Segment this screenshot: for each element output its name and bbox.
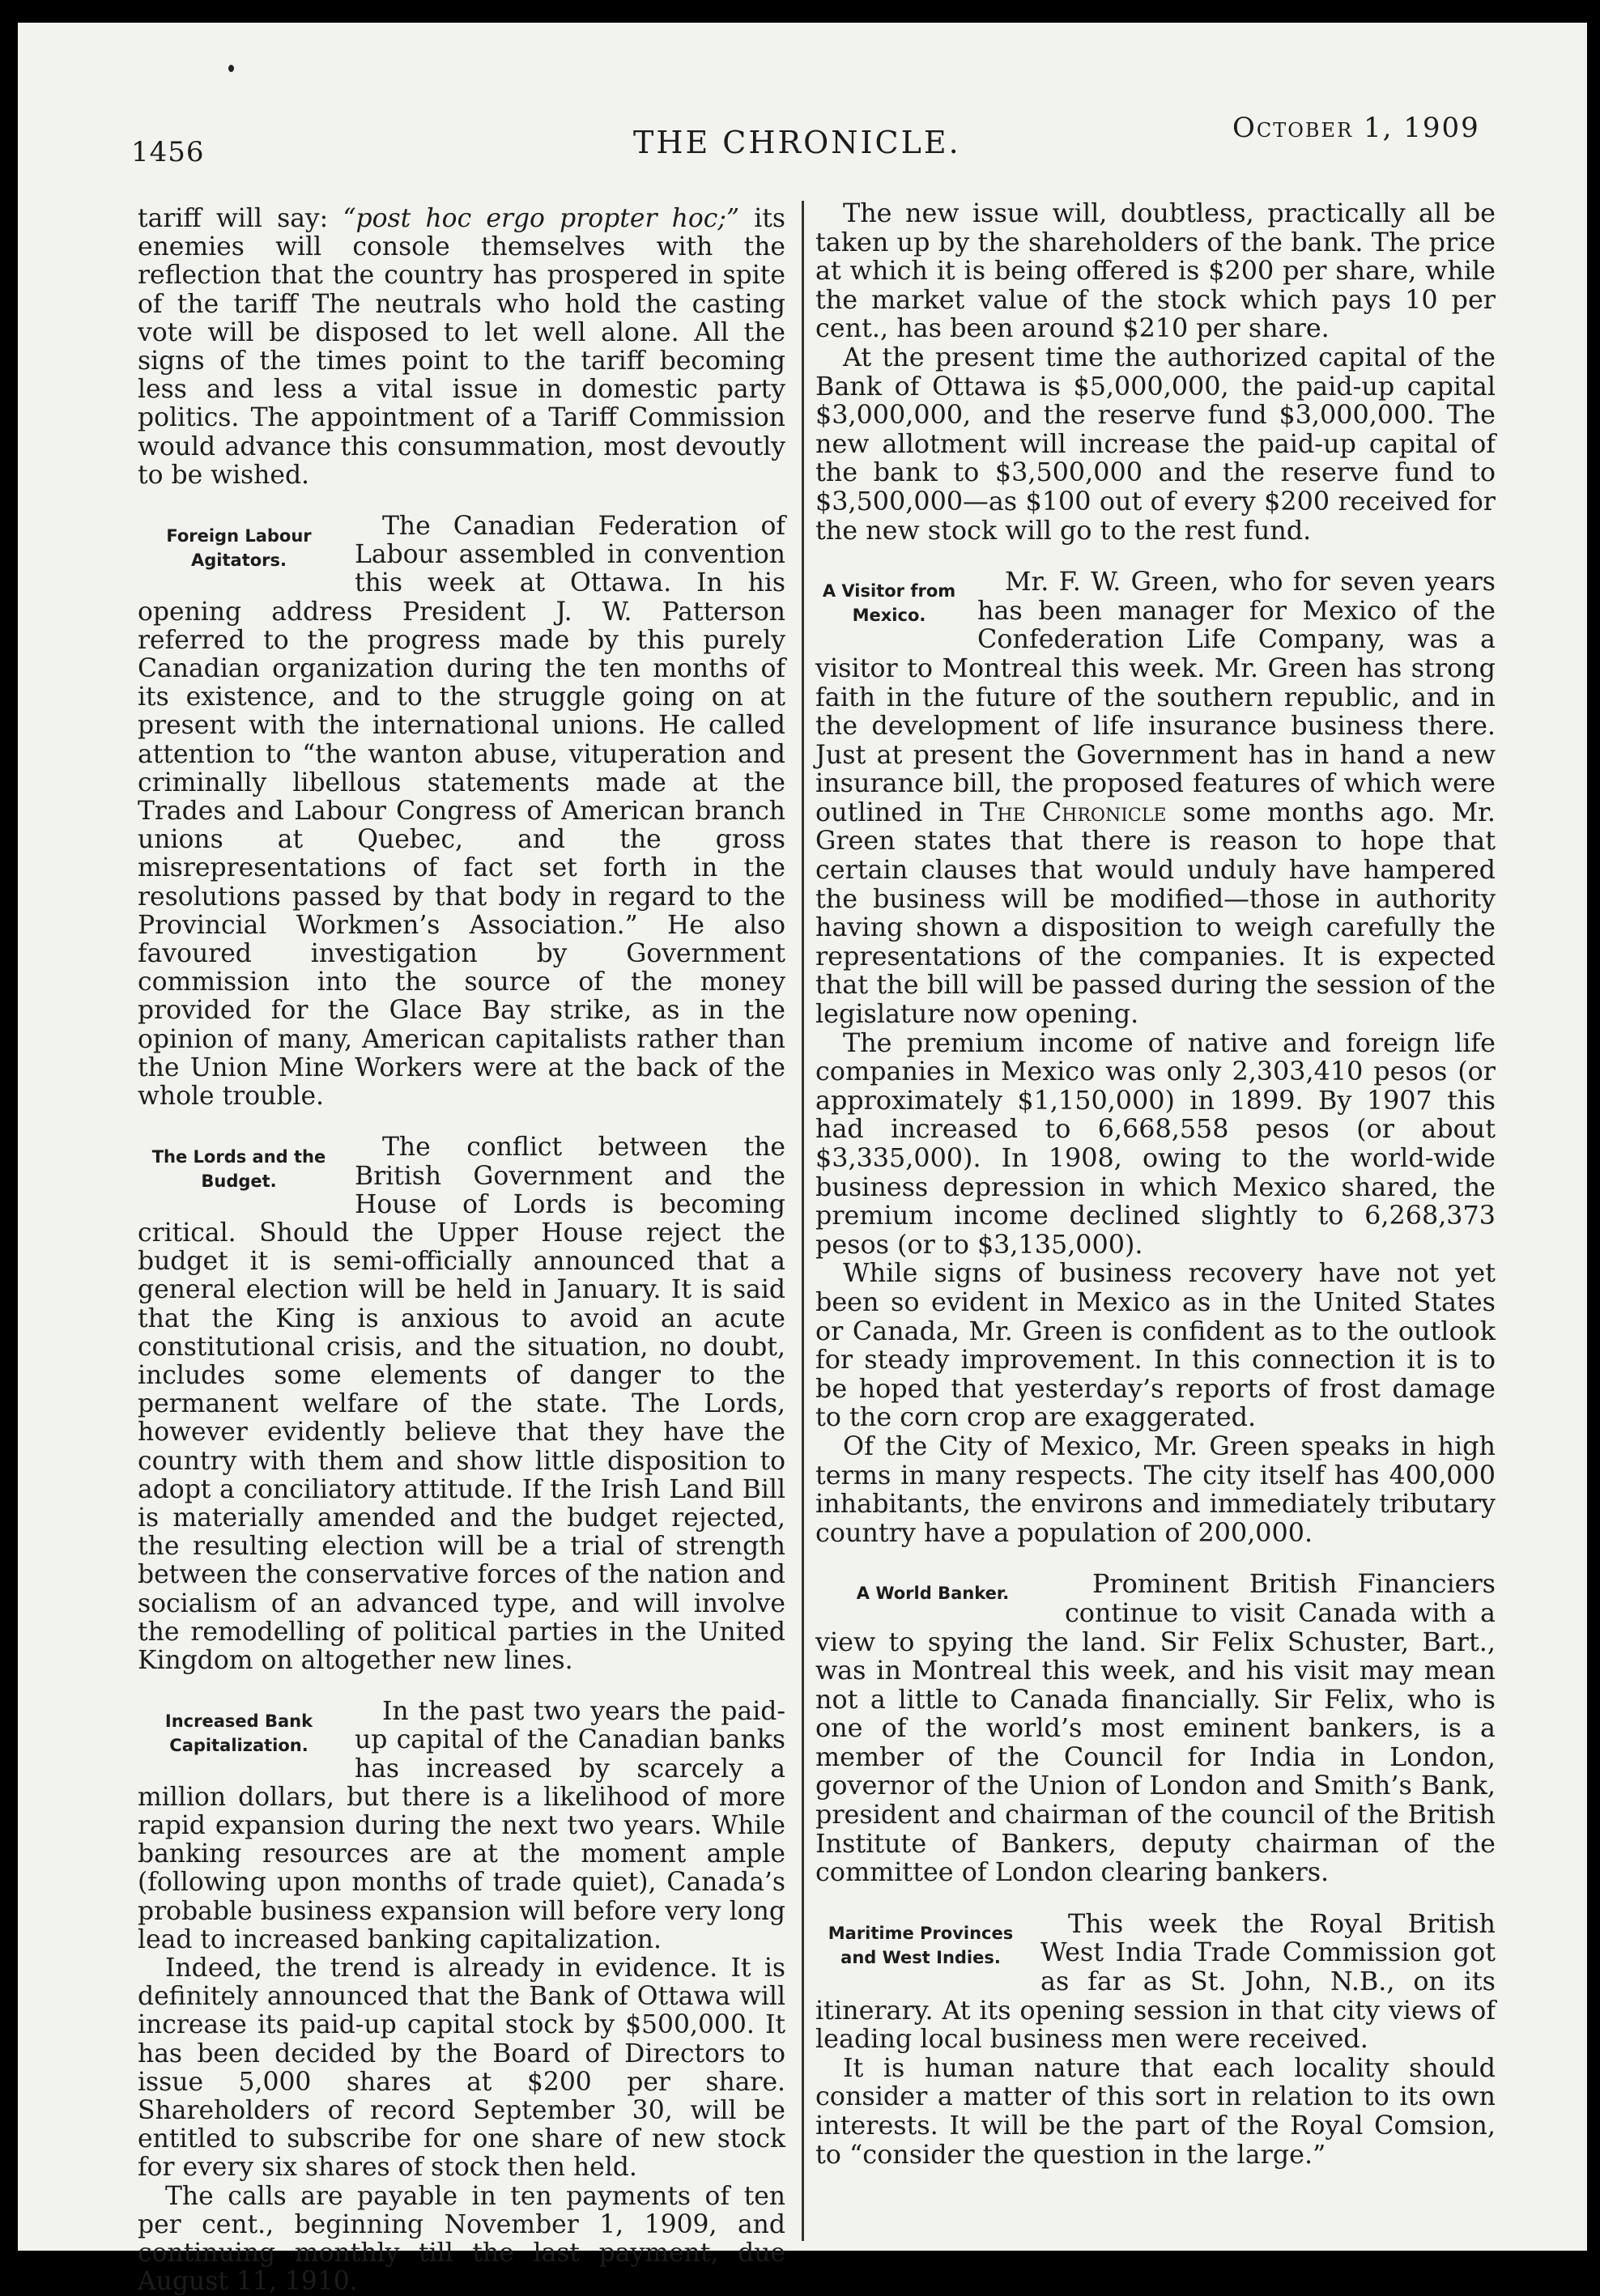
article-text: In the past two years the paid-up capital of the Canadian banks has increased by scarcely a million dollars, but there is a likelihood of more rapid expansion during the next two years. While banking resources are at the moment ample (following upon months of trade quiet), Canada’s probable business expansion will before very long lead to increased banking capitalization. (138, 1697, 785, 1954)
side-heading: The Lords and the Budget. (151, 1147, 326, 1192)
side-heading: Maritime Provinces and West Indies. (828, 1923, 1014, 1967)
article-foreign-labour (138, 512, 785, 1111)
ink-speck (228, 65, 234, 72)
side-heading: Increased Bank Capitalization. (164, 1711, 313, 1756)
left-column (138, 205, 785, 2296)
right-column (815, 199, 1496, 2169)
article-bank-capitalization (138, 1698, 785, 2296)
article-text: At the present time the authorized capital of the Bank of Ottawa is $5,000,000, the paid-up capital $3,000,000, and the reserve fund $3,000,000. The new allotment will increase the paid-up capital of the bank to $3,500,000 and the reserve fund to $3,500,000—as $100 out of every $200 received for the new stock will go to the rest fund. (815, 342, 1496, 546)
article-text: Of the City of Mexico, Mr. Green speaks in high terms in many respects. The city itself has 400,000 inhabitants, the environs and immediately tributary country have a population of 200,000. (815, 1431, 1496, 1548)
issue-date: October 1, 1909 (1232, 112, 1480, 144)
article-world-banker (815, 1570, 1496, 1887)
article-text: The new issue will, doubtless, practically all be taken up by the shareholders of the bank. The price at which it is being offered is $200 per share, while the market value of the stock which pays 10 per cent., has been around $210 per share. (815, 198, 1496, 344)
article-text: The calls are payable in ten payments of ten per cent., beginning November 1, 1909, and continuing monthly till the last payment, due August 11, 1910. (138, 2181, 785, 2296)
side-heading: A Visitor from Mexico. (822, 581, 956, 626)
column-rule (802, 201, 804, 2241)
article-text: This week the Royal British West India Trade Commission got as far as St. John, N.B., on its itinerary. At its opening session in that city views of leading local business men were received. (815, 1908, 1496, 2055)
article-maritime-west-indies (815, 1910, 1496, 2169)
tariff-paragraph: tariff will say: “post hoc ergo propter hoc;” its enemies will console themselves with the reflection that the country has prospered in spite of the tariff The neutrals who hold the casting vote will be disposed to let well alone. All the signs of the times point to the tariff becoming less and less a vital issue in domestic party politics. The appointment of a Tariff Commission would advance this consummation, most devoutly to be wished. (138, 204, 786, 490)
article-text: The conflict between the British Government and the House of Lords is becoming critical. Should the Upper House reject the budget it is semi-officially announced that a general election will be held in January. It is said that the King is anxious to avoid an acute constitutional crisis, and the situation, no doubt, includes some elements of danger to the permanent welfare of the state. The Lords, however evidently believe that they have the country with them and show little disposition to adopt a conciliatory attitude. If the Irish Land Bill is materially amended and the budget rejected, the resulting election will be a trial of strength between the conservative forces of the nation and socialism of an advanced type, and will involve the remodelling of political parties in the United Kingdom on altogether new lines. (138, 1133, 785, 1675)
article-lords-budget (138, 1133, 785, 1675)
latin-quote: “post hoc ergo propter hoc;” (343, 204, 740, 233)
side-heading: A World Banker. (856, 1584, 1010, 1604)
page-number: 1456 (131, 136, 205, 168)
article-text: The premium income of native and foreign life companies in Mexico was only 2,303,410 pesos (or approximately $1,150,000) in 1899. By 1907 this had increased to 6,668,558 pesos (or about $3,335,000). In 1908, owing to the world-wide business depression in which Mexico shared, the premium income declined slightly to 6,268,373 pesos (or to $3,135,000). (815, 1027, 1496, 1260)
article-text: While signs of business recovery have not yet been so evident in Mexico as in the United States or Canada, Mr. Green is confident as to the outlook for steady improvement. In this connection it is to be hoped that yesterday’s reports of frost damage to the corn crop are exaggerated. (815, 1258, 1496, 1433)
article-text: It is human nature that each locality should consider a matter of this sort in relation to its own interests. It will be the part of the Royal Comsion, to “consider the question in the large.” (815, 2052, 1496, 2170)
article-text: Indeed, the trend is already in evidence. It is definitely announced that the Bank of Ottawa will increase its paid-up capital stock by $500,000. It has been decided by the Board of Directors to issue 5,000 shares at $200 per share. Shareholders of record September 30, will be entitled to subscribe for one share of new stock for every six shares of stock then held. (138, 1953, 785, 2183)
article-text: The Canadian Federation of Labour assembled in convention this week at Ottawa. In his opening address President J. W. Patterson referred to the progress made by this purely Canadian organization during the ten months of its existence, and to the struggle going on at present with the international unions. He called attention to “the wanton abuse, vituperation and criminally libellous statements made at the Trades and Labour Congress of American branch unions at Quebec, and the gross misrepresentations of fact set forth in the resolutions passed by that body in regard to the Provincial Workmen’s Association.” He also favoured investigation by Government commission into the source of the money provided for the Glace Bay strike, as in the opinion of many, American capitalists rather than the Union Mine Workers were at the back of the whole trouble. (138, 512, 785, 1112)
journal-mention: The Chronicle (980, 797, 1167, 827)
side-heading: Foreign Labour Agitators. (166, 526, 312, 571)
article-visitor-mexico (815, 568, 1496, 1547)
article-text: Mr. F. W. Green, who for seven years has been manager for Mexico of the Confederation Life Company, was a visitor to Montreal this week. Mr. Green has strong faith in the future of the southern republic, and in the development of life insurance business there. Just at present the Government has in hand a new insurance bill, the proposed features of which were outlined in The Chronicle some months ago. Mr. Green states that there is reason to hope that certain clauses that would unduly have hampered the business will be modified—those in authority having shown a disposition to weigh carefully the representations of the companies. It is expected that the bill will be passed during the session of the legislature now opening. (815, 567, 1496, 1030)
journal-title: THE CHRONICLE. (633, 125, 961, 160)
article-text: Prominent British Financiers continue to visit Canada with a view to spying the land. Sir Felix Schuster, Bart., was in Montreal this week, and his visit may mean not a little to Canada financially. Sir Felix, who is one of the world’s most eminent bankers, is a member of the Council for India in London, governor of the Union of London and Smith’s Bank, president and chairman of the council of the British Institute of Bankers, deputy chairman of the committee of London clearing bankers. (815, 1569, 1496, 1888)
newspaper-page (18, 23, 1587, 2296)
